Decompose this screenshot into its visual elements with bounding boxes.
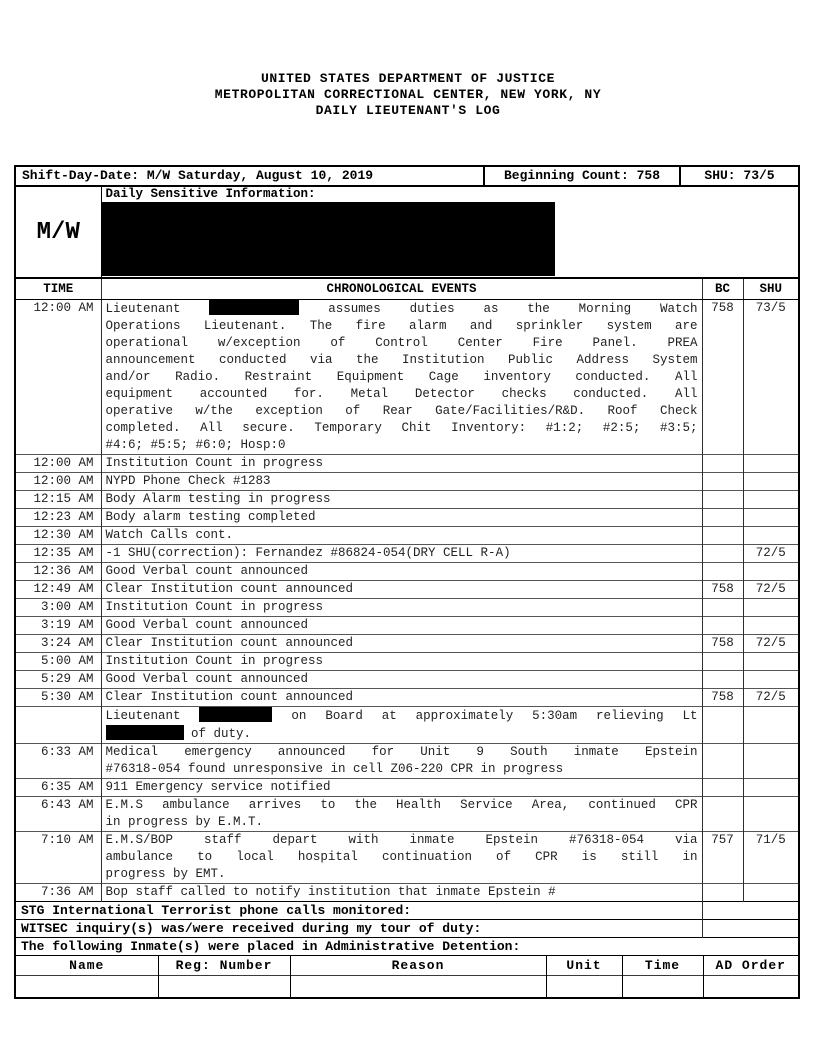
log-row — [16, 617, 798, 635]
log-row — [16, 509, 798, 527]
log-row — [16, 545, 798, 563]
log-row — [16, 884, 798, 902]
redaction-bar — [106, 725, 184, 740]
log-event: -1 SHU(correction): Fernandez #86824-054(DRY CELL R-A) — [101, 545, 702, 563]
log-row — [16, 527, 798, 545]
ad-header-row — [16, 956, 798, 976]
log-row — [16, 635, 798, 653]
log-time: 3:24 AM — [16, 635, 101, 653]
log-time: 12:00 AM — [16, 455, 101, 473]
log-time: 12:23 AM — [16, 509, 101, 527]
log-bc — [702, 527, 743, 545]
sensitive-info-cell — [101, 187, 798, 278]
log-bc — [702, 779, 743, 797]
col-header-bc: BC — [702, 279, 743, 300]
log-shu — [743, 599, 798, 617]
log-bc — [702, 491, 743, 509]
title-line-agency: UNITED STATES DEPARTMENT OF JUSTICE — [260, 71, 556, 86]
ad-cell-reason — [290, 976, 546, 997]
log-bc — [702, 473, 743, 491]
log-event: NYPD Phone Check #1283 — [101, 473, 702, 491]
col-header-shu: SHU — [743, 279, 798, 300]
log-row — [16, 744, 798, 779]
sensitive-info-label: Daily Sensitive Information: — [105, 187, 316, 201]
log-bc: 758 — [702, 635, 743, 653]
document-title-block — [0, 71, 816, 119]
log-shu — [743, 653, 798, 671]
log-shu — [743, 617, 798, 635]
log-header-row — [16, 279, 798, 300]
log-time: 3:19 AM — [16, 617, 101, 635]
ad-col-reg-number: Reg: Number — [158, 956, 290, 976]
log-row — [16, 599, 798, 617]
log-bc: 758 — [702, 300, 743, 455]
log-shu — [743, 455, 798, 473]
log-bc — [702, 797, 743, 832]
log-shu: 72/5 — [743, 635, 798, 653]
title-line-facility: METROPOLITAN CORRECTIONAL CENTER, NEW YORK, NY — [214, 87, 602, 102]
log-bc — [702, 455, 743, 473]
log-time: 5:29 AM — [16, 671, 101, 689]
redaction-bar — [209, 300, 299, 315]
administrative-detention-table — [16, 955, 798, 997]
shift-day-date: Shift-Day-Date: M/W Saturday, August 10, 2019 — [22, 168, 374, 183]
log-row — [16, 581, 798, 599]
log-row — [16, 455, 798, 473]
witsec-answer-cell — [702, 920, 798, 938]
log-bc — [702, 671, 743, 689]
log-event: Good Verbal count announced — [101, 563, 702, 581]
log-event: Lieutenant assumes duties as the Morning Watch Operations Lieutenant. The fire alarm and sprinkler system are operational w/exception of Control Center Fire Panel. PREA announcement conducted via the Institution Public Address System and/or Radio. Restraint Equipment Cage inventory conducted. All equipment accounted for. Metal Detector checks conducted. All operative w/the exception of Rear Gate/Facilities/R&D. Roof Check completed. All secure. Temporary Chit Inventory: #1:2; #2:5; #3:5; #4:6; #5:5; #6:0; Hosp:0 — [101, 300, 702, 455]
log-form-frame — [14, 165, 800, 999]
log-time: 12:49 AM — [16, 581, 101, 599]
ad-cell-time — [622, 976, 703, 997]
ad-heading-label: The following Inmate(s) were placed in Administrative Detention: — [16, 938, 798, 956]
log-event: Good Verbal count announced — [101, 617, 702, 635]
log-shu — [743, 473, 798, 491]
log-shu — [743, 491, 798, 509]
log-shu — [743, 563, 798, 581]
log-row — [16, 671, 798, 689]
log-row — [16, 491, 798, 509]
log-bc — [702, 617, 743, 635]
log-bc — [702, 707, 743, 744]
log-event: Bop staff called to notify institution that inmate Epstein # — [101, 884, 702, 902]
log-row — [16, 300, 798, 455]
log-shu: 72/5 — [743, 689, 798, 707]
log-shu — [743, 797, 798, 832]
log-time: 12:00 AM — [33, 301, 94, 315]
ad-col-unit: Unit — [546, 956, 622, 976]
log-event: Medical emergency announced for Unit 9 South inmate Epstein #76318-054 found unresponsive in cell Z06-220 CPR in progress — [101, 744, 702, 779]
log-bc: 757 — [702, 832, 743, 884]
log-bc — [702, 744, 743, 779]
log-bc — [702, 599, 743, 617]
log-shu — [743, 707, 798, 744]
log-bc — [702, 509, 743, 527]
log-time: 12:30 AM — [16, 527, 101, 545]
log-bc — [702, 545, 743, 563]
shift-bar — [16, 167, 798, 187]
ad-cell-name — [16, 976, 158, 997]
log-row — [16, 689, 798, 707]
log-shu: 73/5 — [743, 300, 798, 455]
log-event: 911 Emergency service notified — [101, 779, 702, 797]
log-shu — [743, 884, 798, 902]
log-event: Clear Institution count announced — [101, 635, 702, 653]
ad-col-reason: Reason — [290, 956, 546, 976]
log-time: 5:00 AM — [16, 653, 101, 671]
log-time: 7:36 AM — [16, 884, 101, 902]
shu-count: SHU: 73/5 — [680, 167, 798, 186]
log-bc — [702, 563, 743, 581]
witsec-label: WITSEC inquiry(s) was/were received during my tour of duty: — [16, 920, 702, 938]
log-row — [16, 707, 798, 744]
log-row — [16, 832, 798, 884]
ad-empty-row — [16, 976, 798, 997]
log-time: 6:35 AM — [16, 779, 101, 797]
log-shu: 71/5 — [743, 832, 798, 884]
ad-cell-reg-number — [158, 976, 290, 997]
log-shu: 72/5 — [743, 581, 798, 599]
redaction-block — [102, 202, 555, 276]
chronological-events-table — [16, 279, 798, 955]
log-time: 5:30 AM — [16, 689, 101, 707]
log-event: E.M.S/BOP staff depart with inmate Epstein #76318-054 via ambulance to local hospital continuation of CPR is still in progress by EMT. — [101, 832, 702, 884]
log-time: 12:36 AM — [16, 563, 101, 581]
log-row — [16, 779, 798, 797]
log-time: 7:10 AM — [16, 832, 101, 884]
log-time: 6:33 AM — [16, 744, 101, 779]
ad-cell-ad-order — [703, 976, 798, 997]
log-time: 12:35 AM — [16, 545, 101, 563]
log-row — [16, 797, 798, 832]
col-header-time: TIME — [16, 279, 101, 300]
log-time: 3:00 AM — [16, 599, 101, 617]
ad-heading-row — [16, 938, 798, 956]
log-time: 6:43 AM — [16, 797, 101, 832]
log-bc: 758 — [702, 581, 743, 599]
log-bc — [702, 884, 743, 902]
log-shu — [743, 509, 798, 527]
shift-bar-row — [16, 167, 798, 186]
log-event: Institution Count in progress — [101, 653, 702, 671]
stg-answer-cell — [702, 902, 798, 920]
log-event: Institution Count in progress — [101, 599, 702, 617]
log-bc: 758 — [702, 689, 743, 707]
log-event: Body Alarm testing in progress — [101, 491, 702, 509]
log-event: Institution Count in progress — [101, 455, 702, 473]
log-event: E.M.S ambulance arrives to the Health Service Area, continued CPR in progress by E.M.T. — [101, 797, 702, 832]
log-shu — [743, 779, 798, 797]
sensitive-info-section — [16, 187, 798, 279]
ad-col-time: Time — [622, 956, 703, 976]
stg-label: STG International Terrorist phone calls monitored: — [16, 902, 702, 920]
log-event: Clear Institution count announced — [101, 689, 702, 707]
log-event: Watch Calls cont. — [101, 527, 702, 545]
col-header-events: CHRONOLOGICAL EVENTS — [101, 279, 702, 300]
log-event: Clear Institution count announced — [101, 581, 702, 599]
log-time — [16, 707, 101, 744]
beginning-count: Beginning Count: 758 — [484, 167, 680, 186]
log-event: Good Verbal count announced — [101, 671, 702, 689]
log-event: Body alarm testing completed — [101, 509, 702, 527]
log-shu: 72/5 — [743, 545, 798, 563]
title-line-log: DAILY LIEUTENANT'S LOG — [315, 103, 501, 118]
sensitive-info-row — [16, 187, 798, 278]
redaction-bar — [199, 707, 272, 722]
log-time: 12:15 AM — [16, 491, 101, 509]
log-row — [16, 473, 798, 491]
stg-row — [16, 902, 798, 920]
log-shu — [743, 527, 798, 545]
log-shu — [743, 744, 798, 779]
log-time: 12:00 AM — [16, 473, 101, 491]
log-event: Lieutenant on Board at approximately 5:30am relieving Lt of duty. — [101, 707, 702, 744]
log-bc — [702, 653, 743, 671]
ad-col-ad-order: AD Order — [703, 956, 798, 976]
ad-col-name: Name — [69, 958, 105, 973]
ad-cell-unit — [546, 976, 622, 997]
log-row — [16, 653, 798, 671]
witsec-row — [16, 920, 798, 938]
watch-code: M/W — [16, 187, 101, 278]
log-row — [16, 563, 798, 581]
log-shu — [743, 671, 798, 689]
